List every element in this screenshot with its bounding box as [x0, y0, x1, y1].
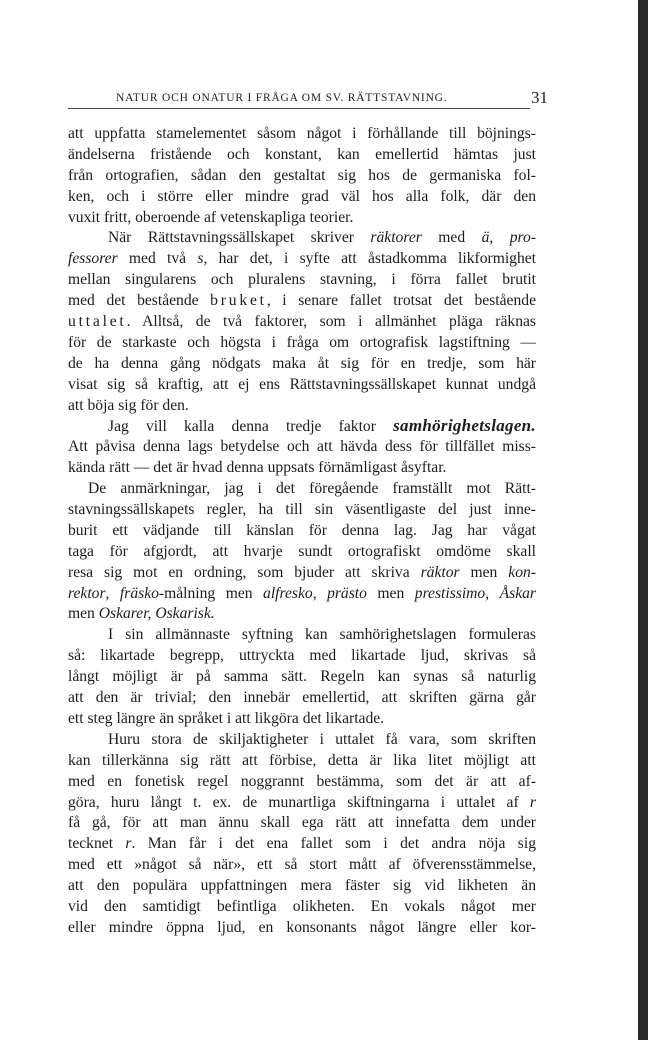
text-run: . Alltså, de två faktorer, som i allmänhet pläga räknas [126, 313, 536, 331]
text-run: , [489, 229, 510, 247]
italic-run: kon- [508, 563, 536, 581]
text-run: -målning men [158, 584, 264, 602]
italic-run: r [125, 835, 132, 853]
text-run: , har det, i syfte att åstadkomma likformighet [203, 250, 536, 268]
italic-run: Oskarer, Oskarisk. [98, 605, 215, 623]
text-line: kända rätt — det är hvad denna uppsats förnämligast åsyftar. [68, 459, 447, 477]
page-number: 31 [531, 88, 548, 107]
text-run: göra, huru långt t. ex. de munartliga skiftningarna i uttalet af [68, 793, 530, 811]
spaced-run: uttalet [68, 313, 127, 331]
italic-run: r [529, 793, 536, 811]
text-run: med [421, 229, 482, 247]
text-line: taga för afgjordt, att hvarje sundt ortografiskt omdöme skall [68, 542, 536, 560]
page-body [68, 124, 536, 939]
text-run: med det bestående [68, 292, 211, 310]
bold-term: samhörighetslagen. [393, 416, 536, 436]
text-line: så: likartade begrepp, uttryckta med likartade ljud, skrivas så [68, 647, 536, 665]
text-line [68, 312, 536, 333]
italic-run: rektor [68, 584, 106, 602]
text-line: I sin allmännaste syftning kan samhörighetslagen formuleras [108, 626, 536, 644]
text-line: att den populära uppfattningen mera fäster sig vid likheten än [68, 877, 536, 895]
text-line [68, 291, 536, 312]
text-line [68, 834, 536, 855]
italic-run: pro- [509, 229, 536, 247]
italic-run: ä [481, 229, 490, 247]
text-line [68, 249, 536, 270]
text-line: att den är trivial; den innebär emellertid, att skriften gärna går [68, 689, 536, 707]
text-line: mellan singularens och pluralens stavning, i förra fallet brutit [68, 271, 536, 289]
text-line: Huru stora de skiljaktigheter i uttalet få vara, som skriften [108, 730, 536, 748]
text-line: burit ett vädjande till känslan för denna lag. Jag har vågat [68, 521, 536, 539]
text-line [68, 793, 536, 814]
text-run: men [459, 563, 509, 581]
text-line [68, 584, 536, 605]
text-line: eller mindre öppna ljud, en konsonants något längre eller kor- [68, 918, 536, 936]
text-line [68, 228, 536, 249]
text-line: ett steg längre än språket i att likgöra det likartade. [68, 709, 385, 727]
italic-run: fräsko [119, 584, 159, 602]
text-line: att böja sig för den. [68, 396, 189, 414]
italic-run: s [197, 250, 204, 268]
text-run: resa sig mot en ordning, som bjuder att skriva [68, 563, 421, 581]
text-run: Jag vill kalla denna tredje faktor [108, 418, 394, 436]
text-line: att uppfatta stamelementet såsom något i förhållande till böjnings- [68, 125, 536, 142]
text-line: Att påvisa denna lags betydelse och att hävda dess för tillfället miss- [68, 438, 536, 456]
text-line: ken, och i större eller mindre grad väl hos alla folk, där den [68, 187, 536, 205]
text-run: När Rättstavningssällskapet skriver [108, 229, 371, 247]
italic-run: räktorer [370, 229, 422, 247]
text-run: , i senare fallet trotsat det bestående [266, 292, 536, 310]
italic-run: räktor [420, 563, 460, 581]
text-run: , [105, 584, 120, 602]
header-rule [68, 108, 530, 109]
text-run: men [68, 605, 99, 623]
text-line: för de starkaste och högsta i fråga om ortografisk lagstiftning — [68, 333, 536, 351]
text-line: långt möjligt är på samma sätt. Regeln kan synas så naturlig [68, 668, 536, 686]
text-line [68, 604, 536, 625]
text-run: med två [117, 250, 198, 268]
running-header [68, 90, 548, 110]
text-line: visat sig så kraftig, att ej ens Rättstavningssällskapet kunnat undgå [68, 375, 536, 393]
text-line [68, 416, 536, 437]
text-line: få gå, för att man ännu skall ega rätt att innefatta dem under [68, 814, 536, 832]
text-line: stavningssällskapets regler, ha till sin väsentligaste del just inne- [68, 501, 536, 519]
text-line: från ortografien, sådan den gestaltat sig hos de germaniska fol- [68, 166, 536, 184]
text-line: De anmärkningar, jag i det föregående framställt mot Rätt- [88, 480, 536, 498]
text-run: tecknet [68, 835, 126, 853]
text-line: med ett »något så när», ett så stort mått af öfverensstämmelse, [68, 856, 536, 874]
text-line: de ha denna gång nödgats maka åt sig för en tredje, som här [68, 354, 536, 372]
running-title: NATUR OCH ONATUR I FRÅGA OM SV. RÄTTSTAVNING. [116, 92, 448, 104]
spaced-run: bruket [210, 292, 267, 310]
italic-run: fessorer [68, 250, 118, 268]
text-run: . Man får i det ena fallet som i det andra nöja sig [131, 835, 536, 853]
text-line: kan tillerkänna sig rätt att förbise, detta är lika litet möjligt att [68, 751, 536, 769]
italic-run: alfresko, prästo [263, 584, 367, 602]
text-line: ändelserna fristående och konstant, kan emellertid hämtas just [68, 145, 536, 163]
text-line: med en fonetisk regel noggrannt bestämma, som det är att af- [68, 772, 536, 790]
text-line [68, 563, 536, 584]
text-run: men [366, 584, 415, 602]
scan-edge [638, 0, 648, 1040]
text-line: vid den samtidigt befintliga olikheten. En vokals något mer [68, 897, 536, 915]
italic-run: prestissimo, Åskar [414, 584, 536, 602]
text-line: vuxit fritt, oberoende af vetenskapliga teorier. [68, 208, 354, 226]
